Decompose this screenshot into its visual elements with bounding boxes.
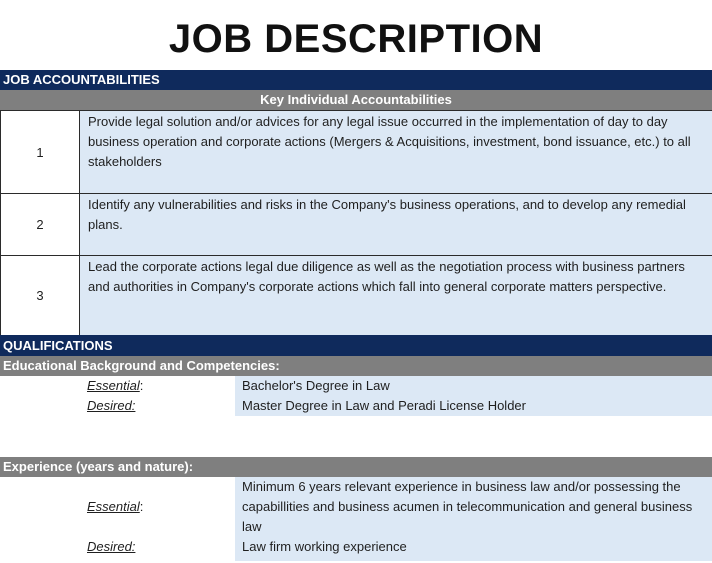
education-essential-colon: : <box>139 378 144 393</box>
subsection-header-experience: Experience (years and nature): <box>0 457 712 477</box>
section-header-job-accountabilities: JOB ACCOUNTABILITIES <box>0 70 712 90</box>
experience-desired-label: Desired: <box>87 539 136 554</box>
subsection-header-education: Educational Background and Competencies: <box>0 356 712 376</box>
accountability-number: 3 <box>0 256 80 335</box>
subheader-key-individual-accountabilities: Key Individual Accountabilities <box>0 90 712 110</box>
accountability-number: 1 <box>0 111 80 193</box>
education-desired-value: Master Degree in Law and Peradi License Holder <box>235 396 712 416</box>
experience-essential-label: Essential: <box>87 497 143 517</box>
experience-essential-value: Minimum 6 years relevant experience in business law and/or possessing the capabillities and business acumen in telecommunication and general business law <box>235 477 712 537</box>
education-desired-label: Desired: <box>87 398 136 413</box>
experience-desired-value: Law firm working experience <box>235 537 712 561</box>
accountability-row <box>0 110 712 193</box>
accountability-text: Lead the corporate actions legal due diligence as well as the negotiation process with business partners and authorities in Company's corporate actions which fall into general corporate matters perspective. <box>80 256 712 335</box>
education-essential-value: Bachelor's Degree in Law <box>235 376 712 396</box>
accountability-row <box>0 193 712 255</box>
accountability-number: 2 <box>0 194 80 255</box>
accountability-text: Provide legal solution and/or advices for any legal issue occurred in the implementation of day to day business operation and corporate actions (Mergers & Acquisitions, investment, bond issuance, etc.) to all stakeholders <box>80 111 712 193</box>
section-header-qualifications: QUALIFICATIONS <box>0 335 712 356</box>
accountability-row <box>0 255 712 335</box>
experience-essential-colon: : <box>139 499 144 514</box>
education-essential-label: Essential: <box>87 376 143 396</box>
accountability-text: Identify any vulnerabilities and risks in the Company's business operations, and to develop any remedial plans. <box>80 194 712 255</box>
page-title: JOB DESCRIPTION <box>168 17 544 61</box>
